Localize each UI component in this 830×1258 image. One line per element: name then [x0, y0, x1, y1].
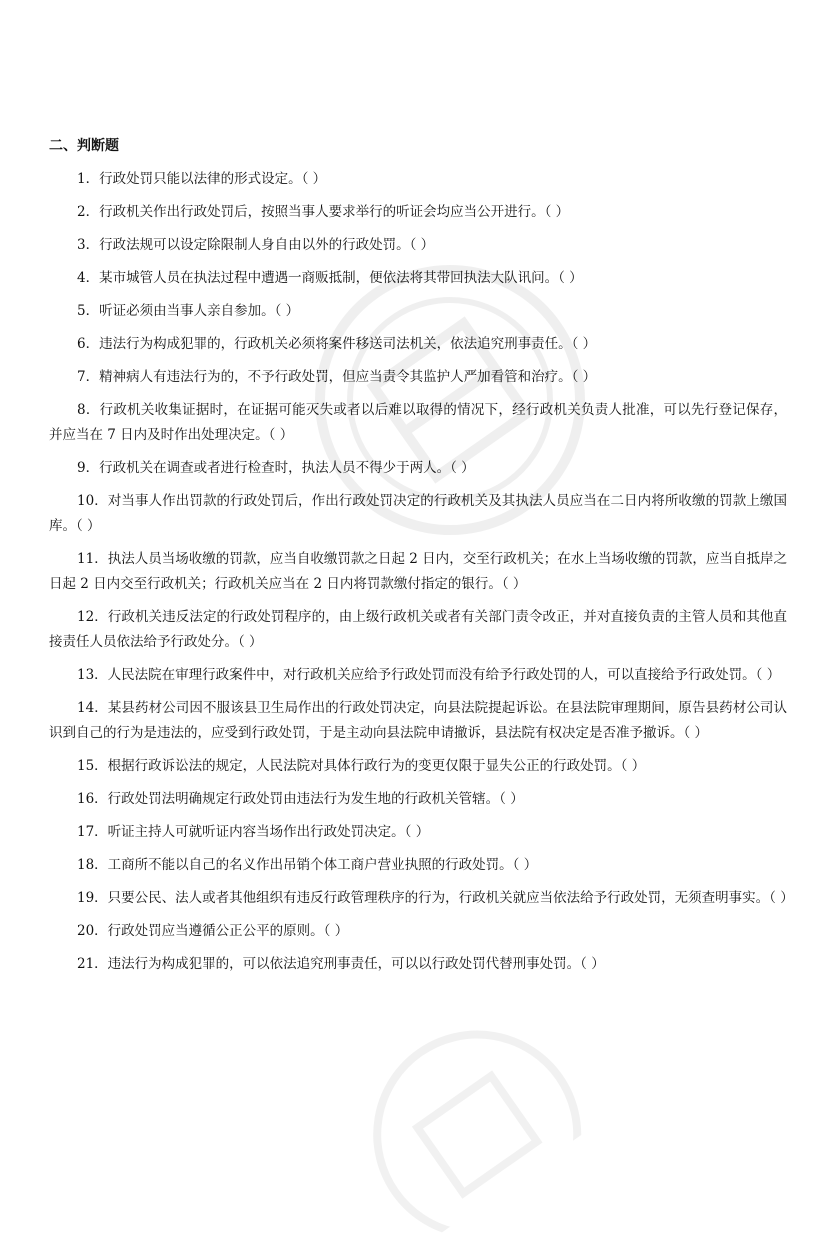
- question-item: 5．听证必须由当事人亲自参加。（ ）: [77, 303, 300, 319]
- question-item: 21．违法行为构成犯罪的，可以依法追究刑事责任，可以以行政处罚代替刑事处罚。（ ）: [77, 956, 605, 972]
- question-item: 14．某县药材公司因不服该县卫生局作出的行政处罚决定，向县法院提起诉讼。在县法院审理期间，原告县药材公司认识到自己的行为是违法的，应受到行政处罚，于是主动向县法院申请撤诉，县法院有权决定是否准予撤诉。（ ）: [49, 700, 787, 741]
- question-list: [49, 167, 794, 977]
- section-title: 二、判断题: [49, 138, 119, 154]
- question-item: 20．行政处罚应当遵循公正公平的原则。（ ）: [77, 923, 349, 939]
- question-item: 6．违法行为构成犯罪的，行政机关必须将案件移送司法机关，依法追究刑事责任。（ ）: [77, 336, 597, 352]
- question-item: 18．工商所不能以自己的名义作出吊销个体工商户营业执照的行政处罚。（ ）: [77, 857, 538, 873]
- question-item: 17．听证主持人可就听证内容当场作出行政处罚决定。（ ）: [77, 824, 430, 840]
- question-item: 3．行政法规可以设定除限制人身自由以外的行政处罚。（ ）: [77, 237, 435, 253]
- question-item: 12．行政机关违反法定的行政处罚程序的，由上级行政机关或者有关部门责令改正，并对直接负责的主管人员和其他直接责任人员依法给予行政处分。（ ）: [49, 609, 787, 650]
- question-item: 1．行政处罚只能以法律的形式设定。（ ）: [77, 171, 327, 187]
- question-item: 9．行政机关在调查或者进行检查时，执法人员不得少于两人。（ ）: [77, 460, 475, 476]
- question-item: 2．行政机关作出行政处罚后，按照当事人要求举行的听证会均应当公开进行。（ ）: [77, 204, 570, 220]
- question-item: 16．行政处罚法明确规定行政处罚由违法行为发生地的行政机关管辖。（ ）: [77, 791, 524, 807]
- watermark-stamp-icon: [302, 962, 618, 1258]
- question-item: 7．精神病人有违法行为的，不予行政处罚，但应当责令其监护人严加看管和治疗。（ ）: [77, 369, 597, 385]
- main-content: [49, 134, 794, 985]
- question-item: 15．根据行政诉讼法的规定，人民法院对具体行政行为的变更仅限于显失公正的行政处罚。（ ）: [77, 758, 646, 774]
- question-item: 19．只要公民、法人或者其他组织有违反行政管理秩序的行为，行政机关就应当依法给予行政处罚，无须查明事实。（ ）: [77, 890, 794, 906]
- question-item: 4．某市城管人员在执法过程中遭遇一商贩抵制，便依法将其带回执法大队讯问。（ ）: [77, 270, 583, 286]
- question-item: 13．人民法院在审理行政案件中，对行政机关应给予行政处罚而没有给予行政处罚的人，可以直接给予行政处罚。（ ）: [77, 667, 781, 683]
- question-item: 8．行政机关收集证据时，在证据可能灭失或者以后难以取得的情况下，经行政机关负责人批准，可以先行登记保存，并应当在 7 日内及时作出处理决定。（ ）: [49, 402, 787, 443]
- question-item: 10．对当事人作出罚款的行政处罚后，作出行政处罚决定的行政机关及其执法人员应当在二日内将所收缴的罚款上缴国库。（ ）: [49, 493, 787, 534]
- question-item: 11．执法人员当场收缴的罚款，应当自收缴罚款之日起 2 日内，交至行政机关；在水上当场收缴的罚款，应当自抵岸之日起 2 日内交至行政机关；行政机关应当在 2 日内将罚款缴付指定的银行。（ ）: [49, 551, 787, 592]
